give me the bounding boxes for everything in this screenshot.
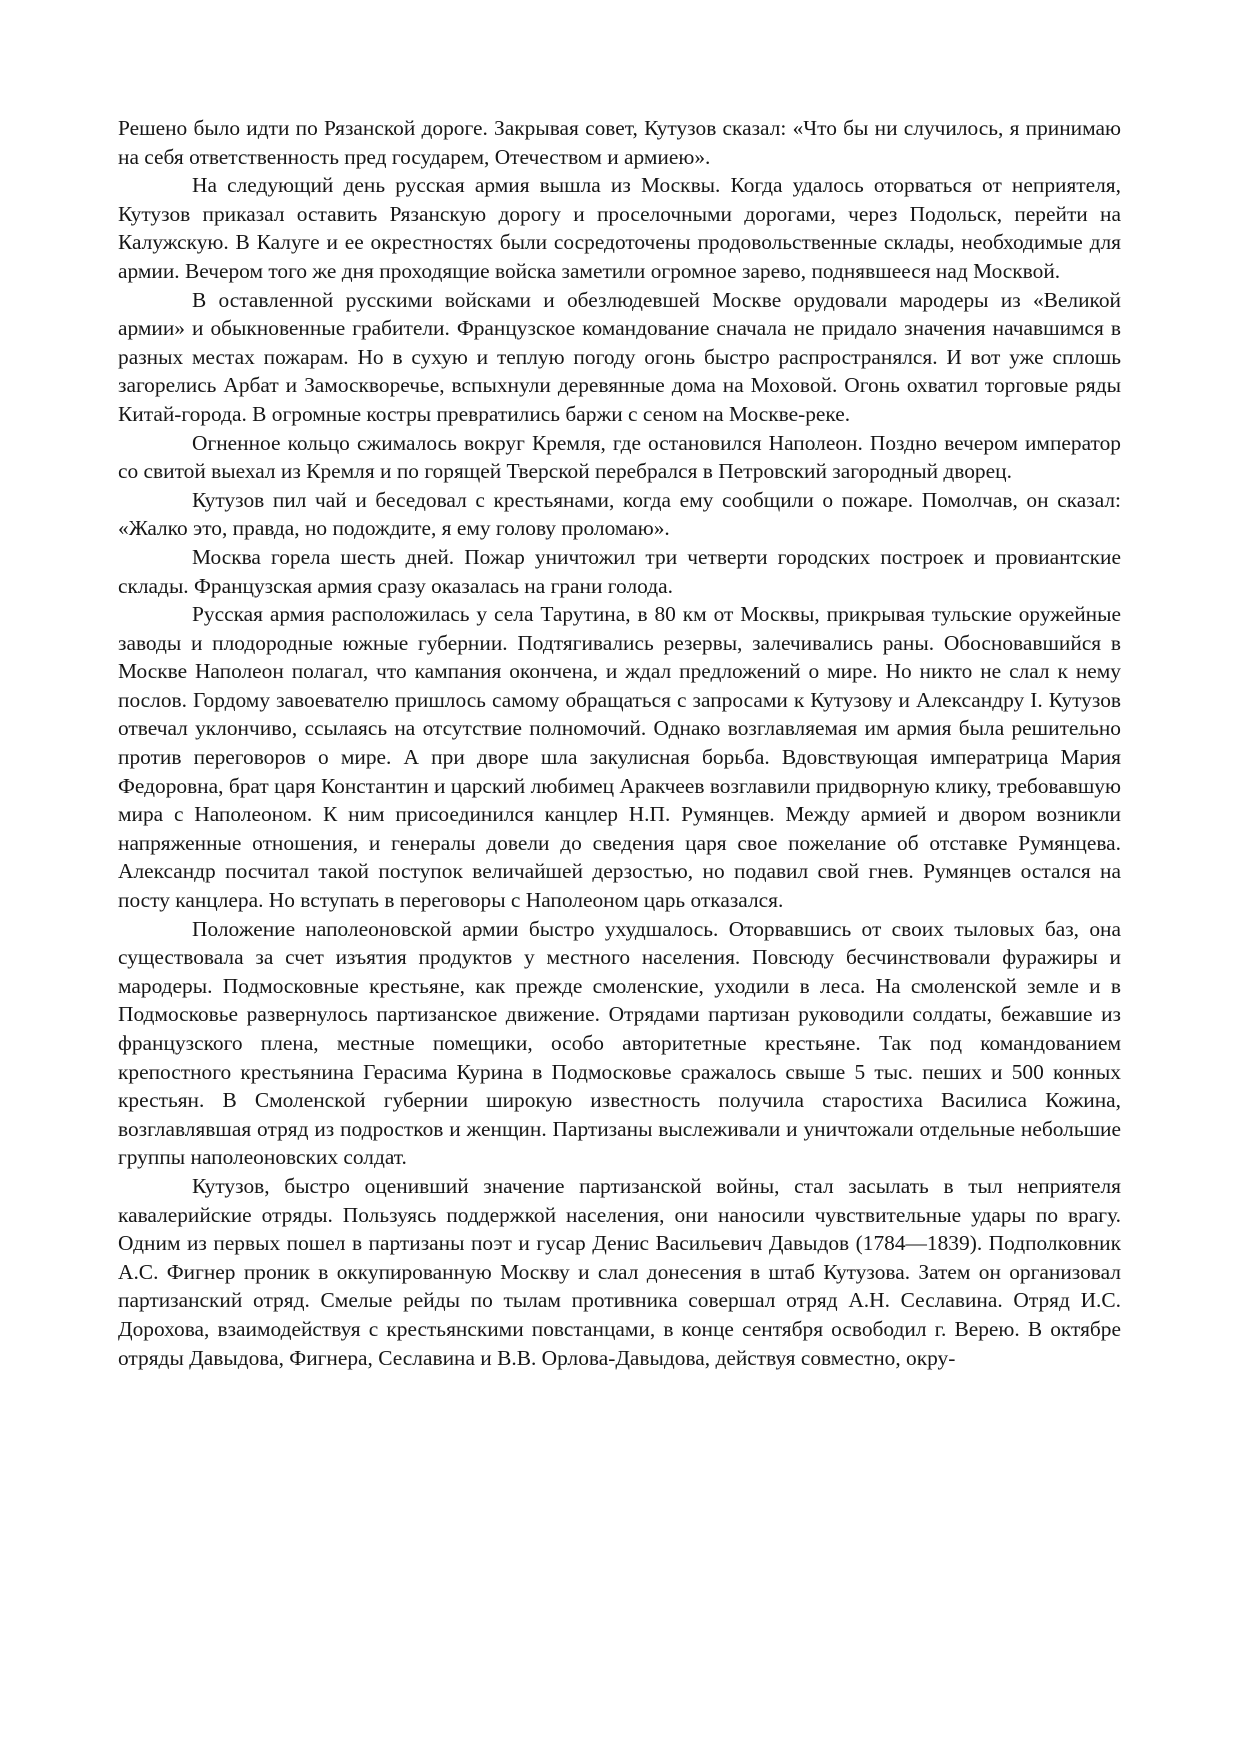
paragraph: Кутузов, быстро оценивший значение партизанской войны, стал засылать в тыл неприятеля кавалерийские отряды. Пользуясь поддержкой населения, они наносили чувствительные удары по врагу. Одним из первых пошел в партизаны поэт и гусар Денис Васильевич Давыдов (1784—1839). Подполковник А.С. Фигнер проник в оккупированную Москву и слал донесения в штаб Кутузова. Затем он организовал партизанский отряд. Смелые рейды по тылам противника совершал отряд А.Н. Сеславина. Отряд И.С. Дорохова, взаимодействуя с крестьянскими повстанцами, в конце сентября освободил г. Верею. В октябре отряды Давыдова, Фигнера, Сеславина и В.В. Орлова-Давыдова, действуя совместно, окру- [118, 1173, 1121, 1370]
paragraph: Кутузов пил чай и беседовал с крестьянами, когда ему сообщили о пожаре. Помолчав, он сказал: «Жалко это, правда, но подождите, я ему голову проломаю». [118, 487, 1121, 541]
document-body [118, 114, 1121, 1372]
paragraph: Положение наполеоновской армии быстро ухудшалось. Оторвавшись от своих тыловых баз, она существовала за счет изъятия продуктов у местного населения. Повсюду бесчинствовали фуражиры и мародеры. Подмосковные крестьяне, как прежде смоленские, уходили в леса. На смоленской земле и в Подмосковье развернулось партизанское движение. Отрядами партизан руководили солдаты, бежавшие из французского плена, местные помещики, особо авторитетные крестьяне. Так под командованием крепостного крестьянина Герасима Курина в Подмосковье сражалось свыше 5 тыс. пеших и 500 конных крестьян. В Смоленской губернии широкую известность получила старостиха Василиса Кожина, возглавлявшая отряд из подростков и женщин. Партизаны выслеживали и уничтожали отдельные небольшие группы наполеоновских солдат. [118, 916, 1121, 1170]
paragraph: Москва горела шесть дней. Пожар уничтожил три четверти городских построек и провиантские склады. Французская армия сразу оказалась на грани голода. [118, 544, 1121, 598]
paragraph: Русская армия расположилась у села Тарутина, в 80 км от Москвы, прикрывая тульские оружейные заводы и плодородные южные губернии. Подтягивались резервы, залечивались раны. Обосновавшийся в Москве Наполеон полагал, что кампания окончена, и ждал предложений о мире. Но никто не слал к нему послов. Гордому завоевателю пришлось самому обращаться с запросами к Кутузову и Александру I. Кутузов отвечал уклончиво, ссылаясь на отсутствие полномочий. Однако возглавляемая им армия была решительно против переговоров о мире. А при дворе шла закулисная борьба. Вдовствующая императрица Мария Федоровна, брат царя Константин и царский любимец Аракчеев возглавили придворную клику, требовавшую мира с Наполеоном. К ним присоединился канцлер Н.П. Румянцев. Между армией и двором возникли напряженные отношения, и генералы довели до сведения царя свое пожелание об отставке Румянцева. Александр посчитал такой поступок величайшей дерзостью, но подавил свой гнев. Румянцев остался на посту канцлера. Но вступать в переговоры с Наполеоном царь отказался. [118, 602, 1121, 913]
paragraph: Огненное кольцо сжималось вокруг Кремля, где остановился Наполеон. Поздно вечером император со свитой выехал из Кремля и по горящей Тверской перебрался в Петровский загородный дворец. [118, 430, 1121, 484]
paragraph: На следующий день русская армия вышла из Москвы. Когда удалось оторваться от неприятеля, Кутузов приказал оставить Рязанскую дорогу и проселочными дорогами, через Подольск, перейти на Калужскую. В Калуге и ее окрестностях были сосредоточены продовольственные склады, необходимые для армии. Вечером того же дня проходящие войска заметили огромное зарево, поднявшееся над Москвой. [118, 173, 1121, 283]
paragraph: В оставленной русскими войсками и обезлюдевшей Москве орудовали мародеры из «Великой армии» и обыкновенные грабители. Французское командование сначала не придало значения начавшимся в разных местах пожарам. Но в сухую и теплую погоду огонь быстро распространялся. И вот уже сплошь загорелись Арбат и Замоскворечье, вспыхнули деревянные дома на Моховой. Огонь охватил торговые ряды Китай-города. В огромные костры превратились баржи с сеном на Москве-реке. [118, 287, 1121, 426]
paragraph: Решено было идти по Рязанской дороге. Закрывая совет, Кутузов сказал: «Что бы ни случилось, я принимаю на себя ответственность пред государем, Отечеством и армиею». [118, 116, 1121, 169]
